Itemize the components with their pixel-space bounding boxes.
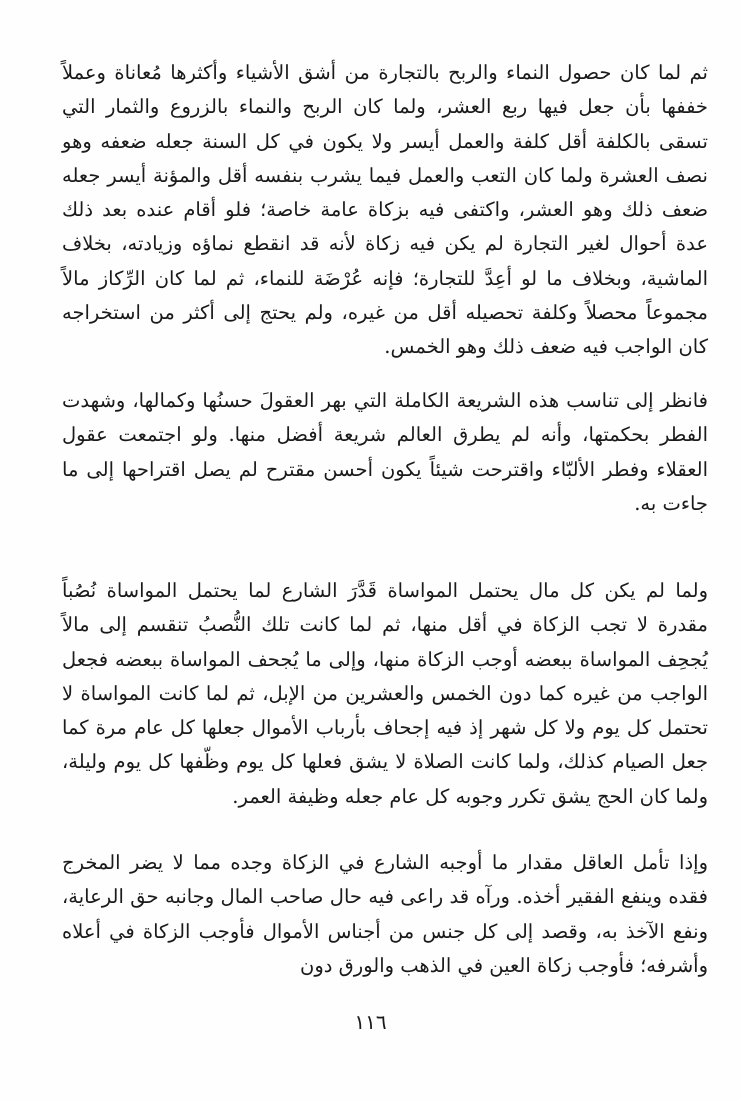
paragraph-3: ولما لم يكن كل مال يحتمل المواساة قَدَّرَ الشارع لما يحتمل المواساة نُصُباً مقدرة لا تجب الزكاة في أقل منها، ثم لما كانت تلك النُّصبُ تنقسم إلى مالاً يُجحِف المواساة ببعضه أوجب الزكاة منها، وإلى ما يُجحف المواساة ببعضه فجعل الواجب من غيره كما دون الخمس والعشرين من الإبل، ثم لما كانت المواساة لا تحتمل كل يوم ولا كل شهر إذ فيه إجحاف بأرباب الأموال جعلها كل عام مرة كما جعل الصيام كذلك، ولما كانت الصلاة لا يشق فعلها كل يوم وظّفها كل يوم وليلة، ولما كان الحج يشق تكرر وجوبه كل عام جعله وظيفة العمر. — [62, 579, 708, 808]
paragraph-1: ثم لما كان حصول النماء والربح بالتجارة من أشق الأشياء وأكثرها مُعاناة وعملاً خففها بأن جعل فيها ربع العشر، ولما كان الربح والنماء بالزروع والثمار التي تسقى بالكلفة أقل كلفة والعمل أيسر ولا يكون في كل السنة جعله ضعفه وهو نصف العشرة ولما كان التعب والعمل فيما يشرب بنفسه أقل والمؤنة أيسر جعله ضعف ذلك وهو العشر، واكتفى فيه بزكاة عامة خاصة؛ فلو أقام عنده بعد ذلك عدة أحوال لغير التجارة لم يكن فيه زكاة لأنه قد انقطع نماؤه وزيادته، بخلاف الماشية، وبخلاف ما لو أعِدَّ للتجارة؛ فإنه عُرْضَة للنماء، ثم لما كان الرِّكاز مالاً مجموعاً محصلاً وكلفة تحصيله أقل من غيره، ولم يحتج إلى أكثر من استخراجه كان الواجب فيه ضعف ذلك وهو الخمس. — [62, 61, 708, 359]
paragraph-2: فانظر إلى تناسب هذه الشريعة الكاملة التي بهر العقولَ حسنُها وكمالها، وشهدت الفطر بحكمتها، وأنه لم يطرق العالم شريعة أفضل منها. ولو اجتمعت عقول العقلاء وفطر الألبّاء واقترحت شيئاً يكون أحسن مقترح لم يصل اقتراحها إلى ما جاءت به. — [62, 389, 708, 515]
paragraph-4: وإذا تأمل العاقل مقدار ما أوجبه الشارع في الزكاة وجده مما لا يضر المخرج فقده وينفع الفقير أخذه. ورآه قد راعى فيه حال صاحب المال وجانبه حق الرعاية، ونفع الآخذ به، وقصد إلى كل جنس من أجناس الأموال فأوجب الزكاة في أعلاه وأشرفه؛ فأوجب زكاة العين في الذهب والورق دون — [62, 851, 708, 977]
page-number: ١١٦ — [354, 1010, 387, 1034]
